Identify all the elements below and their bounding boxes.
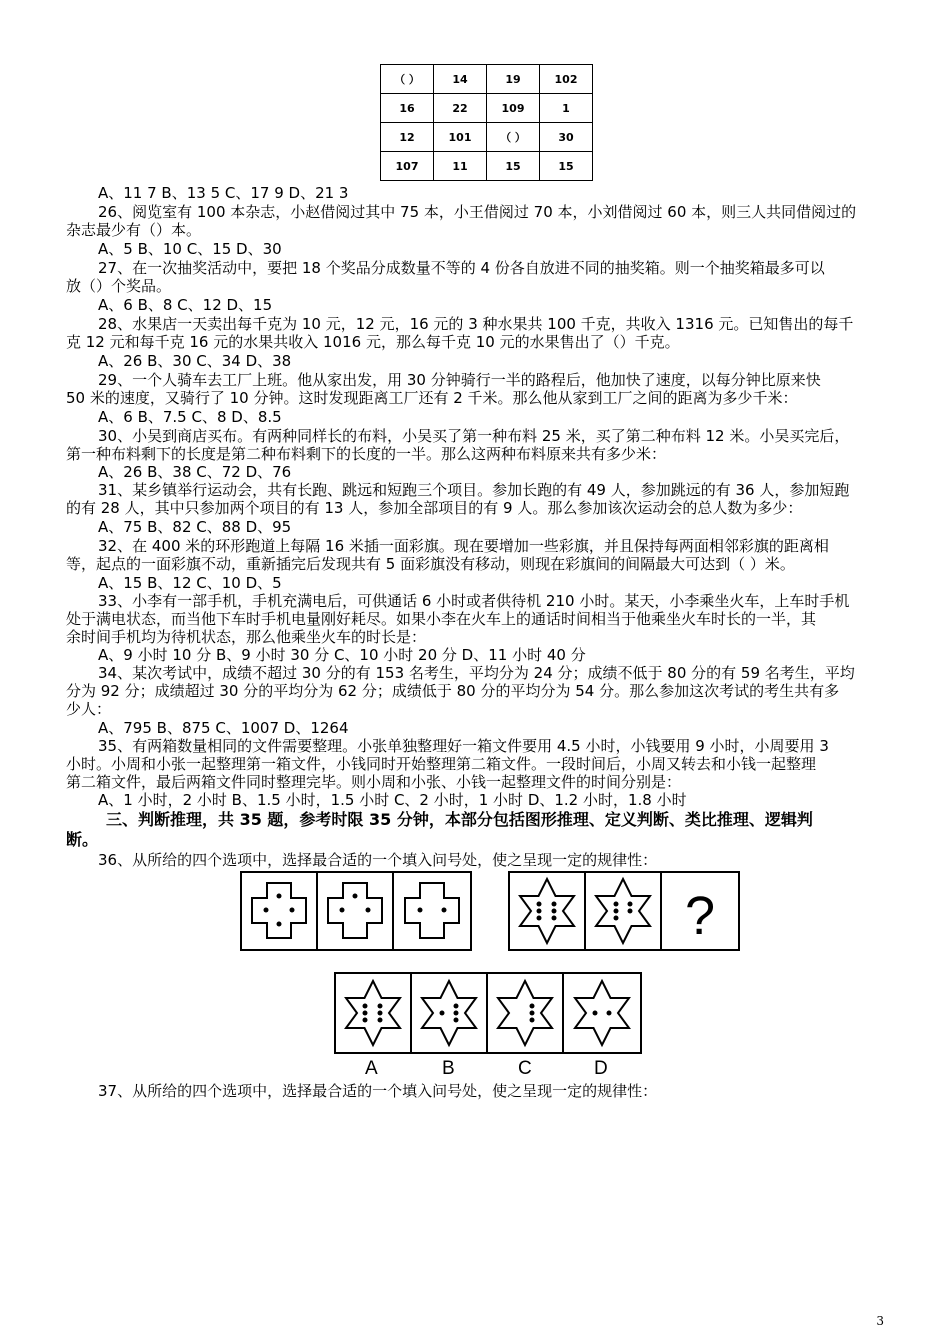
grid-row bbox=[381, 123, 593, 152]
q27-line2: 放（）个奖品。 bbox=[66, 277, 172, 295]
grid-row bbox=[381, 94, 593, 123]
q30-line2: 第一种布料剩下的长度是第二种布料剩下的长度的一半。那么这两种布料原来共有多少米： bbox=[66, 445, 667, 463]
q27-line1: 27、在一次抽奖活动中，要把 18 个奖品分成数量不等的 4 份各自放进不同的抽奖箱。则一个抽奖箱最多可以 bbox=[98, 259, 825, 277]
q31-options: A、75 B、82 C、88 D、95 bbox=[98, 518, 292, 536]
q30-options: A、26 B、38 C、72 D、76 bbox=[98, 463, 292, 481]
q33-line3: 余时间手机均为待机状态，那么他乘坐火车的时长是： bbox=[66, 628, 427, 646]
cross-panel-3 bbox=[393, 872, 471, 950]
grid-cell: 22 bbox=[434, 94, 487, 123]
q26-line2: 杂志最少有（）本。 bbox=[66, 221, 202, 239]
section-title: 三、判断推理，共 35 题，参考时限 35 分钟，本部分包括图形推理、定义判断、类比推理、逻辑判 bbox=[106, 810, 813, 829]
option-d-figure bbox=[563, 973, 641, 1053]
cross-panel-1 bbox=[241, 872, 317, 950]
q29-line1: 29、一个人骑车去工厂上班。他从家出发，用 30 分钟骑行一半的路程后，他加快了速度，以每分钟比原来快 bbox=[98, 371, 821, 389]
q30-line1: 30、小吴到商店买布。有两种同样长的布料，小吴买了第一种布料 25 米，买了第二种布料 12 米。小吴买完后， bbox=[98, 427, 850, 445]
q34-line2: 分为 92 分；成绩超过 30 分的平均分为 62 分；成绩低于 80 分的平均分为 54 分。那么参加这次考试的考生共有多 bbox=[66, 682, 840, 700]
q25-options: A、11 7 B、13 5 C、17 9 D、21 3 bbox=[98, 184, 349, 202]
grid-row bbox=[381, 65, 593, 94]
q33-line1: 33、小李有一部手机，手机充满电后，可供通话 6 小时或者供待机 210 小时。某天，小李乘坐火车，上车时手机 bbox=[98, 592, 850, 610]
grid-cell: （ ） bbox=[381, 65, 434, 94]
grid-cell: 12 bbox=[381, 123, 434, 152]
grid-cell: （ ） bbox=[487, 123, 540, 152]
q32-options: A、15 B、12 C、10 D、5 bbox=[98, 574, 282, 592]
q31-line1: 31、某乡镇举行运动会，共有长跑、跳远和短跑三个项目。参加长跑的有 49 人，参加跳远的有 36 人，参加短跑 bbox=[98, 481, 850, 499]
q29-options: A、6 B、7.5 C、8 D、8.5 bbox=[98, 408, 282, 426]
star-panel-1 bbox=[509, 872, 585, 950]
grid-cell: 1 bbox=[540, 94, 593, 123]
grid-cell: 102 bbox=[540, 65, 593, 94]
q36-cross-figures bbox=[240, 871, 472, 951]
q33-options: A、9 小时 10 分 B、9 小时 30 分 C、10 小时 20 分 D、11 小时 40 分 bbox=[98, 646, 586, 664]
grid-cell: 14 bbox=[434, 65, 487, 94]
q37-prompt: 37、从所给的四个选项中，选择最合适的一个填入问号处，使之呈现一定的规律性： bbox=[98, 1082, 658, 1100]
option-c-label: C bbox=[518, 1058, 532, 1079]
q34-line3: 少人： bbox=[66, 700, 112, 718]
grid-cell: 101 bbox=[434, 123, 487, 152]
page-number: 3 bbox=[876, 1314, 884, 1328]
q34-line1: 34、某次考试中，成绩不超过 30 分的有 153 名考生，平均分为 24 分；成绩不低于 80 分的有 59 名考生，平均 bbox=[98, 664, 855, 682]
grid-row bbox=[381, 152, 593, 181]
q35-line2: 小时。小周和小张一起整理第一箱文件，小钱同时开始整理第二箱文件。一段时间后，小周又转去和小钱一起整理 bbox=[66, 755, 817, 773]
option-a-label: A bbox=[365, 1058, 378, 1079]
q35-line3: 第二箱文件，最后两箱文件同时整理完毕。则小周和小张、小钱一起整理文件的时间分别是： bbox=[66, 773, 682, 791]
number-grid bbox=[380, 64, 593, 181]
q34-options: A、795 B、875 C、1007 D、1264 bbox=[98, 719, 349, 737]
q36-option-figures bbox=[334, 972, 642, 1054]
q27-options: A、6 B、8 C、12 D、15 bbox=[98, 296, 273, 314]
question-mark: ? bbox=[684, 886, 716, 946]
star-panel-2 bbox=[585, 872, 661, 950]
grid-cell: 19 bbox=[487, 65, 540, 94]
grid-cell: 15 bbox=[487, 152, 540, 181]
q33-line2: 处于满电状态，而当他下车时手机电量刚好耗尽。如果小李在火车上的通话时间相当于他乘坐火车时长的一半，其 bbox=[66, 610, 817, 628]
question-panel bbox=[661, 872, 739, 950]
grid-cell: 16 bbox=[381, 94, 434, 123]
q32-line1: 32、在 400 米的环形跑道上每隔 16 米插一面彩旗。现在要增加一些彩旗，并且保持每两面相邻彩旗的距离相 bbox=[98, 537, 829, 555]
section-title-cont: 断。 bbox=[66, 830, 99, 849]
q31-line2: 的有 28 人，其中只参加两个项目的有 13 人，参加全部项目的有 9 人。那么参加该次运动会的总人数为多少： bbox=[66, 499, 803, 517]
q35-options: A、1 小时，2 小时 B、1.5 小时，1.5 小时 C、2 小时，1 小时 D、1.2 小时，1.8 小时 bbox=[98, 791, 687, 809]
option-a-figure bbox=[335, 973, 411, 1053]
option-c-figure bbox=[487, 973, 563, 1053]
grid-cell: 15 bbox=[540, 152, 593, 181]
q36-star-figures bbox=[508, 871, 740, 951]
option-b-figure bbox=[411, 973, 487, 1053]
option-d-label: D bbox=[594, 1058, 608, 1079]
grid-cell: 30 bbox=[540, 123, 593, 152]
q28-line2: 克 12 元和每千克 16 元的水果共收入 1016 元，那么每千克 10 元的水果售出了（）千克。 bbox=[66, 333, 680, 351]
q26-options: A、5 B、10 C、15 D、30 bbox=[98, 240, 282, 258]
grid-cell: 109 bbox=[487, 94, 540, 123]
grid-cell: 107 bbox=[381, 152, 434, 181]
q36-prompt: 36、从所给的四个选项中，选择最合适的一个填入问号处，使之呈现一定的规律性： bbox=[98, 851, 658, 869]
q28-line1: 28、水果店一天卖出每千克为 10 元，12 元，16 元的 3 种水果共 100 千克，共收入 1316 元。已知售出的每千 bbox=[98, 315, 854, 333]
option-b-label: B bbox=[442, 1058, 455, 1079]
q28-options: A、26 B、30 C、34 D、38 bbox=[98, 352, 292, 370]
grid-cell: 11 bbox=[434, 152, 487, 181]
q32-line2: 等，起点的一面彩旗不动，重新插完后发现共有 5 面彩旗没有移动，则现在彩旗间的间隔最大可达到（ ）米。 bbox=[66, 555, 795, 573]
q26-line1: 26、阅览室有 100 本杂志，小赵借阅过其中 75 本，小王借阅过 70 本，小刘借阅过 60 本，则三人共同借阅过的 bbox=[98, 203, 857, 221]
cross-panel-2 bbox=[317, 872, 393, 950]
q29-line2: 50 米的速度，又骑行了 10 分钟。这时发现距离工厂还有 2 千米。那么他从家到工厂之间的距离为多少千米： bbox=[66, 389, 798, 407]
q35-line1: 35、有两箱数量相同的文件需要整理。小张单独整理好一箱文件要用 4.5 小时，小钱要用 9 小时，小周要用 3 bbox=[98, 737, 829, 755]
